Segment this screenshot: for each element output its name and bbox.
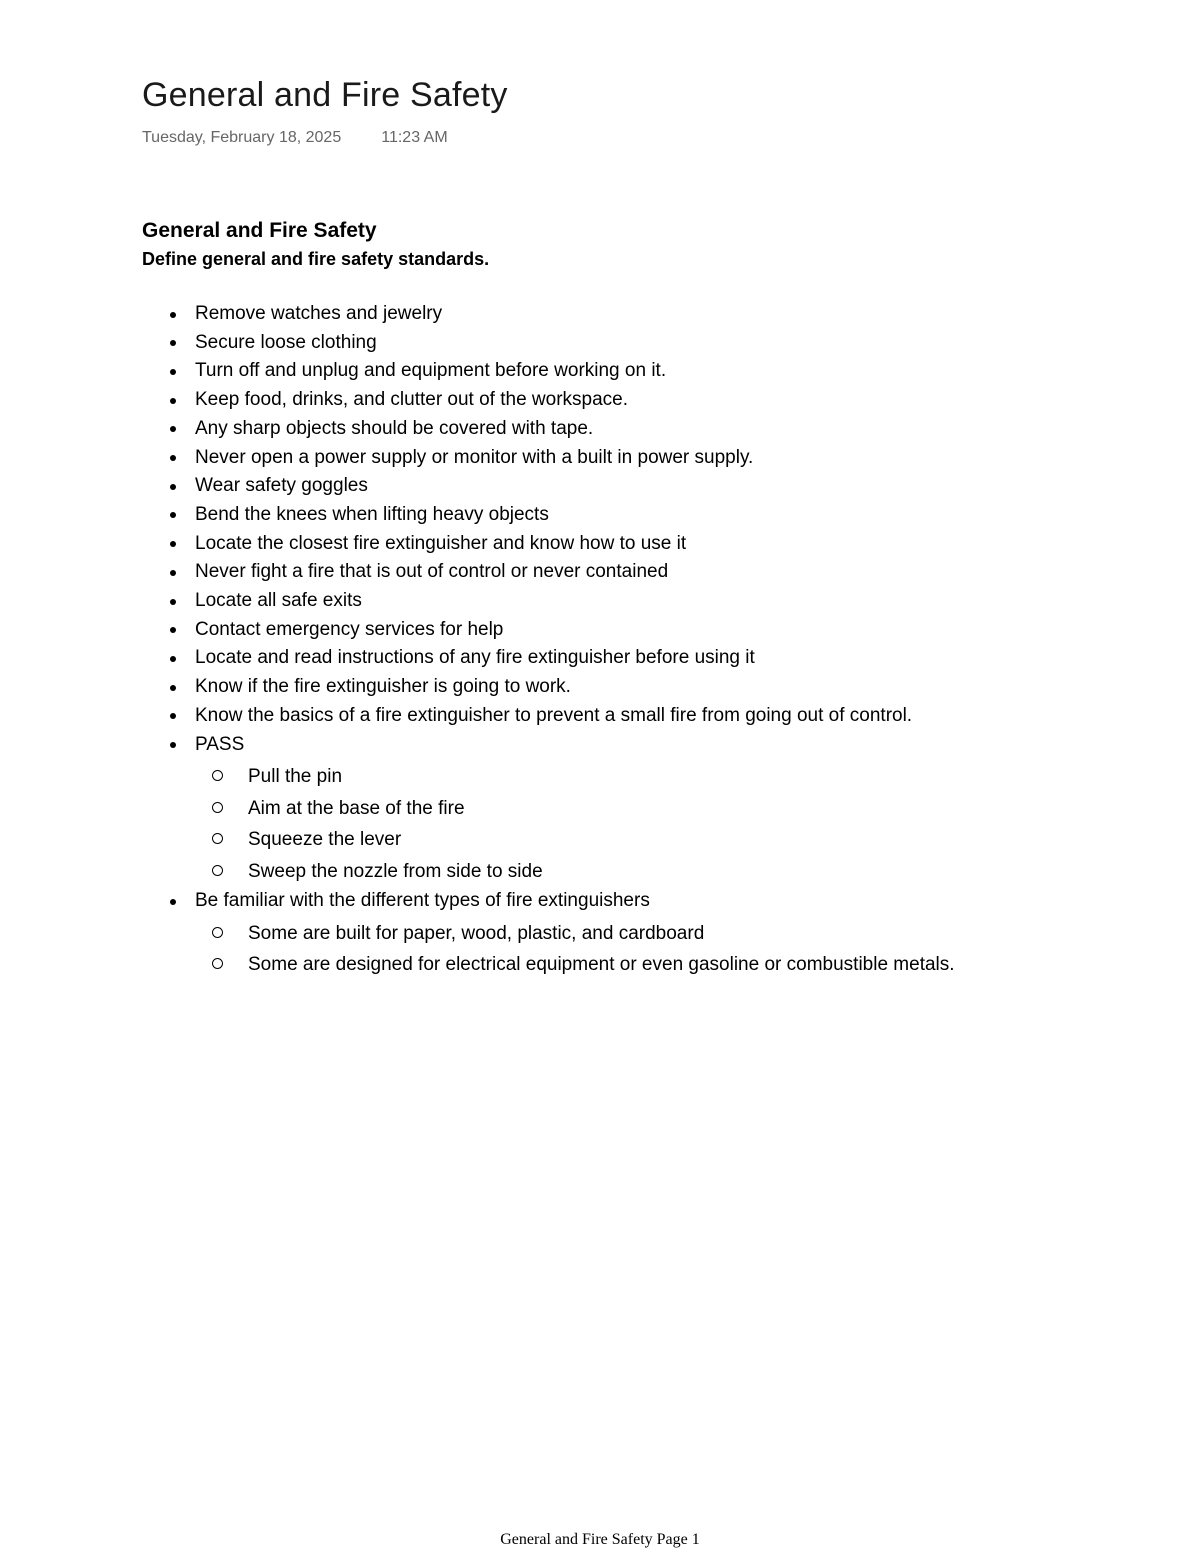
sub-list-item-text: Sweep the nozzle from side to side	[248, 860, 543, 882]
list-item	[142, 530, 1142, 559]
list-item	[142, 702, 1142, 731]
list-item	[142, 415, 1142, 444]
sub-list-item-text: Squeeze the lever	[248, 829, 402, 851]
page-title: General and Fire Safety	[142, 76, 508, 114]
list-item	[142, 673, 1142, 702]
sub-list-item-text: Aim at the base of the fire	[248, 797, 465, 819]
list-item-text: Contact emergency services for help	[195, 618, 504, 640]
list-item	[142, 501, 1142, 530]
list-item-text: Any sharp objects should be covered with tape.	[195, 417, 594, 439]
bullet-dot-icon	[170, 484, 176, 490]
list-item	[142, 357, 1142, 386]
list-item	[142, 329, 1142, 358]
list-item-text: Never open a power supply or monitor with a built in power supply.	[195, 446, 754, 468]
list-item-text: Secure loose clothing	[195, 331, 377, 353]
bullet-dot-icon	[170, 599, 176, 605]
list-item-text: Never fight a fire that is out of control or never contained	[195, 561, 669, 583]
bullet-dot-icon	[170, 340, 176, 346]
hollow-bullet-icon	[212, 865, 223, 876]
list-item	[142, 887, 1142, 981]
sub-list-item	[195, 918, 1142, 950]
list-item-text: Wear safety goggles	[195, 475, 368, 497]
sub-list-item	[195, 793, 1142, 825]
page-date: Tuesday, February 18, 2025	[142, 129, 342, 146]
list-item-text: Turn off and unplug and equipment before working on it.	[195, 360, 667, 382]
list-item-text: Keep food, drinks, and clutter out of the workspace.	[195, 389, 629, 411]
bullet-dot-icon	[170, 312, 176, 318]
safety-list	[142, 300, 1142, 981]
bullet-dot-icon	[170, 685, 176, 691]
list-item-text: Remove watches and jewelry	[195, 303, 443, 324]
bullet-dot-icon	[170, 899, 176, 905]
list-item	[142, 444, 1142, 473]
page-footer: General and Fire Safety Page 1	[500, 1531, 700, 1548]
section-heading: General and Fire Safety	[142, 219, 377, 242]
list-item-text: Locate the closest fire extinguisher and know how to use it	[195, 532, 687, 554]
list-item	[142, 386, 1142, 415]
list-item	[142, 472, 1142, 501]
list-item	[142, 558, 1142, 587]
bullet-dot-icon	[170, 627, 176, 633]
list-item-text: Locate and read instructions of any fire extinguisher before using it	[195, 647, 755, 669]
sub-list-item	[195, 856, 1142, 888]
page-meta	[142, 129, 448, 147]
bullet-dot-icon	[170, 742, 176, 748]
sub-list	[195, 918, 1142, 981]
sub-list-item	[195, 824, 1142, 856]
sub-list-item-text: Some are built for paper, wood, plastic, and cardboard	[248, 922, 705, 944]
bullet-dot-icon	[170, 570, 176, 576]
list-item-text: Bend the knees when lifting heavy objects	[195, 503, 549, 525]
hollow-bullet-icon	[212, 802, 223, 813]
page-time: 11:23 AM	[381, 129, 448, 146]
list-item-text: Be familiar with the different types of fire extinguishers	[195, 890, 650, 912]
hollow-bullet-icon	[212, 833, 223, 844]
list-item	[142, 644, 1142, 673]
list-item	[142, 300, 1142, 329]
sub-list-item-text: Pull the pin	[248, 766, 343, 788]
list-item-text: Locate all safe exits	[195, 590, 362, 612]
hollow-bullet-icon	[212, 958, 223, 969]
list-item-text: Know if the fire extinguisher is going to work.	[195, 676, 571, 698]
bullet-dot-icon	[170, 455, 176, 461]
list-item-text: Know the basics of a fire extinguisher to prevent a small fire from going out of control.	[195, 704, 913, 726]
hollow-bullet-icon	[212, 770, 223, 781]
sub-list-item-text: Some are designed for electrical equipment or even gasoline or combustible metals.	[248, 954, 955, 976]
sub-list-item	[195, 949, 1142, 981]
bullet-dot-icon	[170, 713, 176, 719]
bullet-dot-icon	[170, 541, 176, 547]
sub-list-item	[195, 761, 1142, 793]
bullet-dot-icon	[170, 656, 176, 662]
bullet-dot-icon	[170, 426, 176, 432]
list-item-text: PASS	[195, 733, 245, 755]
bullet-dot-icon	[170, 398, 176, 404]
list-item	[142, 587, 1142, 616]
list-item	[142, 731, 1142, 888]
note-content	[142, 217, 1142, 981]
bullet-dot-icon	[170, 369, 176, 375]
sub-list	[195, 761, 1142, 887]
bullet-dot-icon	[170, 512, 176, 518]
hollow-bullet-icon	[212, 927, 223, 938]
section-subheading: Define general and fire safety standards.	[142, 249, 490, 269]
list-item	[142, 616, 1142, 645]
